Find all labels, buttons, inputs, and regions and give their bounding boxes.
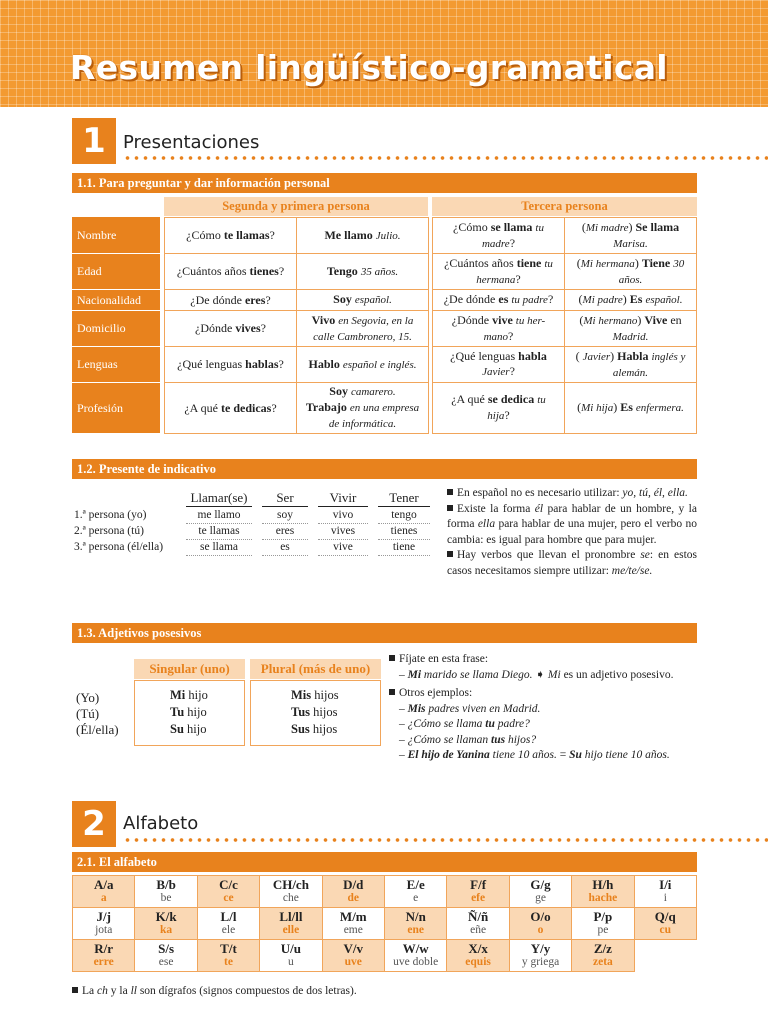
letter-name: pe [597,924,609,936]
alphabet-cell [260,940,322,972]
letter-name: uve doble [393,956,439,968]
letter: CH/ch [272,877,309,892]
table-cell: ¿Qué lenguas hablas? [164,346,297,383]
section-number: 1 [72,118,116,164]
alphabet-cell [323,908,385,940]
table-cell: (Mi hija) Es enfermera. [564,382,697,434]
letter: Z/z [593,941,612,956]
table-cell: ¿Qué lenguas habla Javier? [432,346,565,383]
verb-form: vivo [318,508,368,524]
verb-header: Ser [262,490,308,507]
table-cell: (Mi padre) Es español. [564,289,697,311]
subsection-bar: 1.2. Presente de indicativo [72,459,697,479]
letter-name: ese [158,956,174,968]
table-cell: (Mi hermano) Vive en Madrid. [564,310,697,347]
letter: N/n [405,909,426,924]
column-header: Tercera persona [432,197,697,216]
letter: H/h [592,877,614,892]
letter-name: zeta [592,956,613,968]
page-header [0,0,768,107]
letter: W/w [402,941,429,956]
letter: O/o [530,909,551,924]
verb-header: Tener [378,490,430,507]
letter-name: equis [465,956,491,968]
column-header: Segunda y primera persona [164,197,428,216]
alphabet-cell [447,908,509,940]
table-cell: ¿Cómo te llamas ? [164,217,297,254]
alphabet-cell [572,876,634,908]
alphabet-cell [323,940,385,972]
alphabet-cell [572,908,634,940]
column-header: Singular (uno) [134,659,245,679]
letter-name: ka [160,924,173,936]
letter: X/x [468,941,488,956]
letter-name: be [160,892,172,904]
letter: R/r [94,941,114,956]
letter: D/d [343,877,364,892]
table-cell: ¿Dónde vives? [164,310,297,347]
alphabet-cell [385,940,447,972]
row-label: Nombre [72,217,160,253]
letter-name: y griega [521,956,560,968]
letter-name: de [347,892,360,904]
table-cell: Hablo español e inglés. [296,346,429,383]
page-title: Resumen lingüístico-gramatical [70,48,668,87]
dotted-rule [123,837,768,843]
singular-box: Mi hijo Tu hijo Su hijo [134,680,245,746]
subsection-bar: 1.3. Adjetivos posesivos [72,623,697,643]
possessive-notes: Fíjate en esta frase: – Mi marido se llama Diego. ➧ Mi es un adjetivo posesivo. Otros ejemplos: – Mis padres viven en Madrid. – ¿Cómo se llama tu padre? – ¿Cómo se llaman tus hijos? – El hijo de Yanina tiene 10 años. = Su hijo tiene 10 años. [389,652,699,764]
letter-name: i [663,892,667,904]
alphabet-cell [510,908,572,940]
letter-name: ce [223,892,234,904]
letter: A/a [93,877,114,892]
column-header: Plural (más de uno) [250,659,381,679]
bullet-icon [447,551,453,557]
table-cell: ¿A qué se dedica tu hija? [432,382,565,434]
letter-name: uve [344,956,362,968]
alphabet-cell [73,940,135,972]
letter-name: efe [471,892,486,904]
table-cell: Soy español. [296,289,429,311]
bullet-icon [389,655,395,661]
alphabet-cell [385,908,447,940]
letter: G/g [530,877,551,892]
verb-form: tiene [378,540,430,556]
letter-name: a [100,892,107,904]
letter: M/m [339,909,367,924]
letter-name: erre [93,956,114,968]
section-title: Presentaciones [123,132,260,153]
letter-name: eme [343,924,363,936]
letter: C/c [219,877,238,892]
verb-form: vives [318,524,368,540]
letter-name: e [413,892,419,904]
letter-name: te [224,956,233,968]
alphabet-cell [198,940,260,972]
verb-form: eres [262,524,308,540]
subsection-bar: 1.1. Para preguntar y dar información personal [72,173,697,193]
verb-form: vive [318,540,368,556]
table-cell: ¿A qué te dedicas? [164,382,297,434]
table-cell: ( Javier) Habla inglés y alemán. [564,346,697,383]
letter: L/l [220,909,237,924]
letter: Y/y [530,941,551,956]
pronoun: (Yo) [76,690,100,705]
table-cell: (Mi madre) Se llama Marisa. [564,217,697,254]
letter: Ll/ll [279,909,303,924]
alphabet-cell [447,940,509,972]
table-cell: Soy camarero. Trabajo en una empresa de informática. [296,382,429,434]
alphabet-cell [135,908,197,940]
table-cell: Me llamo Julio. [296,217,429,254]
row-label: Nacionalidad [72,290,160,310]
section-number: 2 [72,801,116,847]
table-cell: ¿Cuántos años tiene tu hermana? [432,253,565,290]
letter-name: elle [282,924,300,936]
letter-name: eñe [470,924,487,936]
letter-name: o [537,924,544,936]
letter: I/i [659,877,672,892]
row-label: Lenguas [72,347,160,382]
letter-name: u [288,956,294,968]
table-cell: ¿De dónde es tu padre? [432,289,565,311]
letter: T/t [220,941,237,956]
alphabet-cell [385,876,447,908]
subsection-bar: 2.1. El alfabeto [72,852,697,872]
pronoun: (Él/ella) [76,722,119,737]
verb-form: tienes [378,524,430,540]
letter-name: jota [95,924,113,936]
table-cell: ¿Dónde vive tu her- mano? [432,310,565,347]
letter: P/p [593,909,613,924]
pronoun-list [76,690,119,738]
verb-form: es [262,540,308,556]
bullet-icon [72,987,78,993]
letter: J/j [96,909,111,924]
table-cell: ¿Cuántos años tienes? [164,253,297,290]
alphabet-cell [572,940,634,972]
row-label: Profesión [72,383,160,433]
person-label: 3.ª persona (él/ella) [74,541,164,553]
letter: B/b [156,877,176,892]
letter: K/k [155,909,177,924]
letter-name: hache [588,892,618,904]
alphabet-grid [72,875,697,972]
footnote: La ch y la ll son dígrafos (signos compuestos de dos letras). [72,985,357,997]
alphabet-cell [635,876,697,908]
bullet-icon [447,489,453,495]
alphabet-cell [260,876,322,908]
letter-name: ge [535,892,546,904]
letter: S/s [158,941,175,956]
alphabet-cell [73,876,135,908]
person-label: 1.ª persona (yo) [74,509,147,521]
pronoun: (Tú) [76,706,100,721]
letter-name: cu [659,924,672,936]
verb-header: Llamar(se) [186,490,252,507]
table-cell: Vivo en Segovia, en la calle Cambronero, 15. [296,310,429,347]
table-cell: ¿De dónde eres? [164,289,297,311]
verb-form: soy [262,508,308,524]
grammar-notes: En español no es necesario utilizar: yo, tú, él, ella. Existe la forma él para hablar de un hombre, y la forma ella para hablar de una mujer, pero el verbo no cambia: es igual para hombre que para mujer. Hay verbos que llevan el pronombre se: en estos casos necesitamos siempre utilizar: me/te/se. [447,487,697,577]
verb-form: se llama [186,540,252,556]
alphabet-cell [260,908,322,940]
letter: V/v [343,941,364,956]
table-cell: Tengo 35 años. [296,253,429,290]
verb-form: me llamo [186,508,252,524]
table-cell: ¿Cómo se llama tu madre? [432,217,565,254]
alphabet-cell [510,876,572,908]
alphabet-cell [73,908,135,940]
alphabet-cell [510,940,572,972]
alphabet-cell [198,876,260,908]
row-label: Domicilio [72,311,160,346]
letter-name: ene [407,924,424,936]
verb-form: te llamas [186,524,252,540]
table-cell: (Mi hermana) Tiene 30 años. [564,253,697,290]
plural-box: Mis hijos Tus hijos Sus hijos [250,680,381,746]
letter-name: ele [221,924,236,936]
letter-name: che [282,892,299,904]
letter: F/f [470,877,487,892]
dotted-rule [123,155,768,161]
alphabet-cell [198,908,260,940]
alphabet-cell [323,876,385,908]
person-label: 2.ª persona (tú) [74,525,144,537]
letter: Q/q [654,909,676,924]
bullet-icon [389,689,395,695]
alphabet-cell [447,876,509,908]
letter: E/e [406,877,425,892]
letter: Ñ/ñ [467,909,489,924]
letter: U/u [280,941,301,956]
row-label: Edad [72,254,160,289]
verb-form: tengo [378,508,430,524]
bullet-icon [447,505,453,511]
verb-header: Vivir [318,490,368,507]
alphabet-cell [135,940,197,972]
alphabet-cell [135,876,197,908]
alphabet-cell [635,908,697,940]
section-title: Alfabeto [123,813,199,834]
